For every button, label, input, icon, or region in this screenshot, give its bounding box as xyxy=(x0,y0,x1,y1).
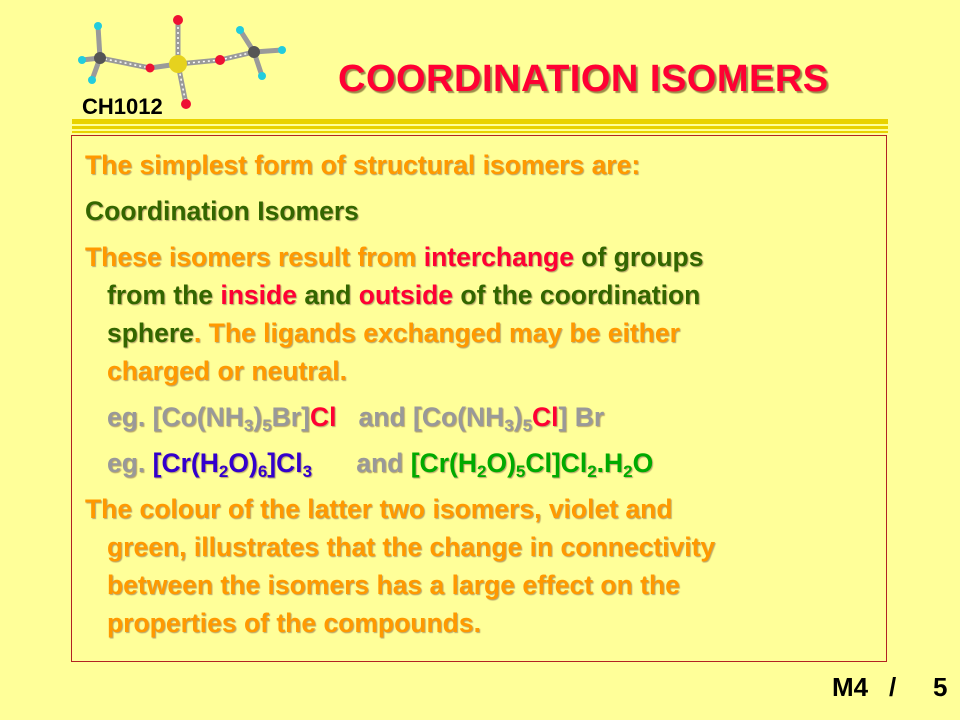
example-chromium: eg. $[Cr(H_2O)_6]Cl_3$ and $[Cr(H_2O)_5Cl]Cl_2.H_2O$ xyxy=(107,448,654,481)
title-underline xyxy=(72,126,888,129)
slide-title: COORDINATION ISOMERS xyxy=(338,58,829,100)
title-underline xyxy=(72,131,888,133)
heading-coordination-isomers: Coordination Isomers xyxy=(85,196,359,226)
example-cobalt: eg. $[Co(NH_3)_5Br]Cl$ and $[Co(NH_3)_5Cl]$ Br xyxy=(107,402,605,435)
intro-line: The simplest form of structural isomers are: xyxy=(85,150,641,180)
paragraph-definition: These isomers result from interchange of groups from the inside and outside of the coordination sphere. The ligands exchanged may be either charged or neutral. xyxy=(85,242,704,386)
module-label: M4 xyxy=(832,672,869,702)
course-code: CH1012 xyxy=(82,94,163,119)
paragraph-colour: The colour of the latter two isomers, violet and green, illustrates that the change in connectivity between the isomers has a large effect on the properties of the compounds. xyxy=(85,494,716,638)
page-number: 5 xyxy=(933,672,948,702)
title-underline xyxy=(72,119,888,124)
footer-separator: / xyxy=(889,672,897,702)
